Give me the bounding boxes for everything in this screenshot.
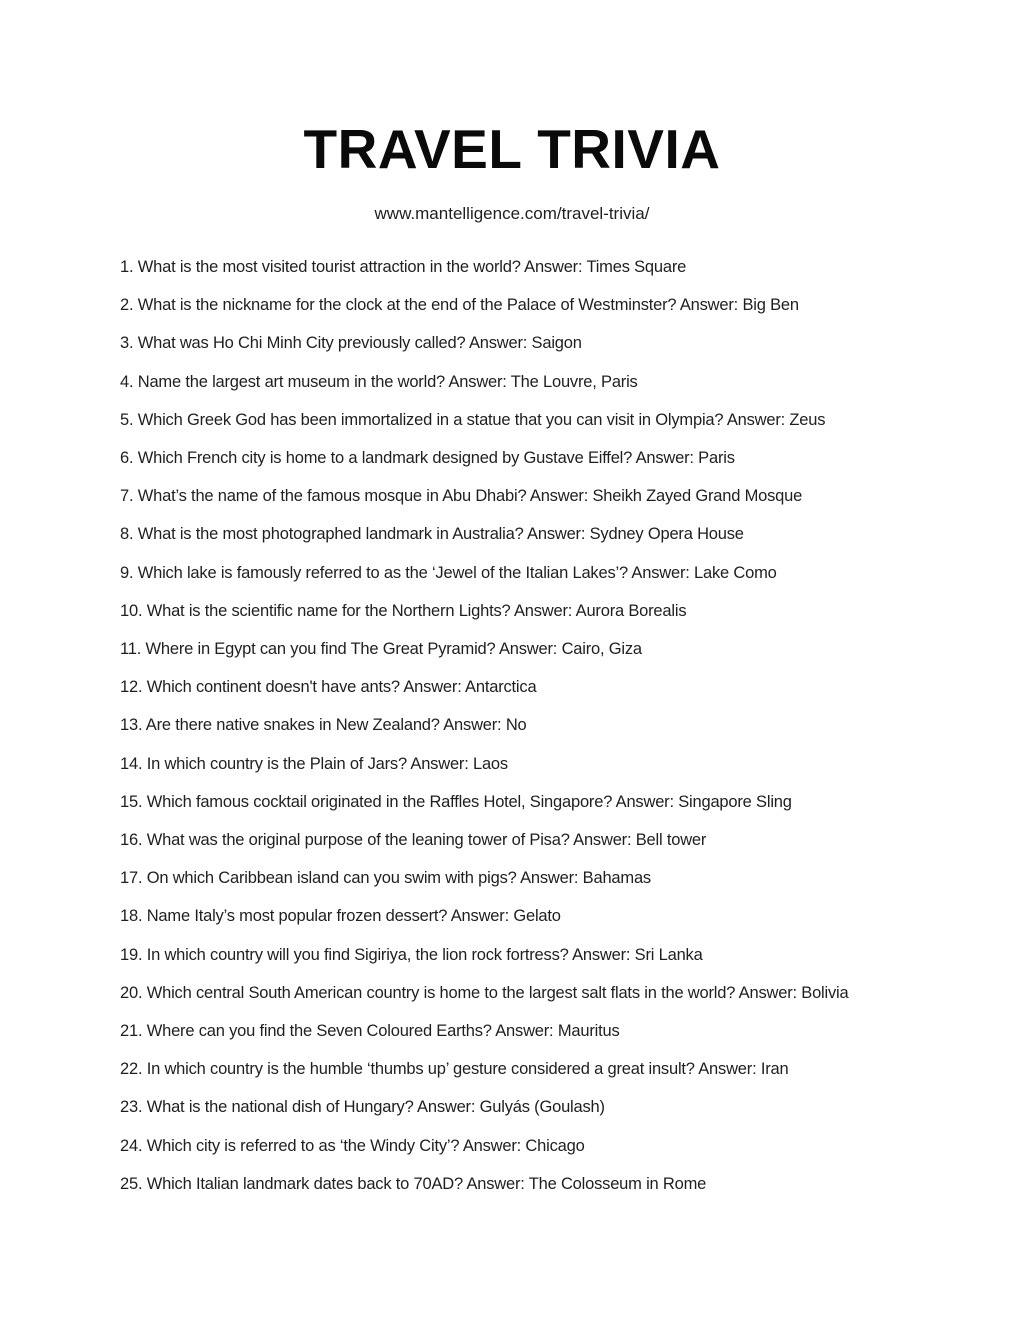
site-url: www.mantelligence.com/travel-trivia/ (374, 204, 650, 223)
trivia-item: 17. On which Caribbean island can you swim with pigs? Answer: Bahamas (120, 869, 651, 888)
trivia-item: 1. What is the most visited tourist attraction in the world? Answer: Times Square (120, 258, 687, 276)
trivia-item: 5. Which Greek God has been immortalized in a statue that you can visit in Olympia? Answer: Zeus (120, 410, 826, 429)
trivia-item: 14. In which country is the Plain of Jars? Answer: Laos (120, 754, 508, 773)
trivia-item: 4. Name the largest art museum in the world? Answer: The Louvre, Paris (120, 372, 638, 391)
trivia-item: 25. Which Italian landmark dates back to 70AD? Answer: The Colosseum in Rome (120, 1174, 707, 1193)
trivia-item: 10. What is the scientific name for the Northern Lights? Answer: Aurora Borealis (120, 601, 687, 620)
trivia-item: 16. What was the original purpose of the leaning tower of Pisa? Answer: Bell tower (120, 831, 707, 850)
trivia-item: 7. What’s the name of the famous mosque in Abu Dhabi? Answer: Sheikh Zayed Grand Mosque (120, 487, 803, 506)
trivia-item: 18. Name Italy’s most popular frozen dessert? Answer: Gelato (120, 907, 561, 926)
trivia-item: 6. Which French city is home to a landmark designed by Gustave Eiffel? Answer: Paris (120, 449, 735, 468)
trivia-item: 23. What is the national dish of Hungary? Answer: Gulyás (Goulash) (120, 1098, 605, 1117)
page-title: TRAVEL TRIVIA (303, 118, 721, 180)
trivia-item: 3. What was Ho Chi Minh City previously called? Answer: Saigon (120, 334, 582, 353)
trivia-item: 8. What is the most photographed landmark in Australia? Answer: Sydney Opera House (120, 525, 744, 544)
trivia-item: 15. Which famous cocktail originated in the Raffles Hotel, Singapore? Answer: Singapore Sling (120, 792, 792, 811)
trivia-item: 24. Which city is referred to as ‘the Windy City’? Answer: Chicago (120, 1136, 585, 1155)
trivia-list (120, 248, 1024, 1203)
trivia-item: 20. Which central South American country is home to the largest salt flats in the world? Answer: Bolivia (120, 983, 849, 1002)
trivia-item: 21. Where can you find the Seven Coloured Earths? Answer: Mauritus (120, 1022, 620, 1041)
trivia-item: 19. In which country will you find Sigiriya, the lion rock fortress? Answer: Sri Lanka (120, 945, 703, 964)
trivia-item: 2. What is the nickname for the clock at the end of the Palace of Westminster? Answer: Big Ben (120, 296, 799, 315)
trivia-item: 13. Are there native snakes in New Zealand? Answer: No (120, 716, 527, 735)
trivia-item: 22. In which country is the humble ‘thumbs up’ gesture considered a great insult? Answer: Iran (120, 1060, 789, 1079)
trivia-item: 9. Which lake is famously referred to as the ‘Jewel of the Italian Lakes’? Answer: Lake Como (120, 563, 777, 582)
trivia-item: 12. Which continent doesn't have ants? Answer: Antarctica (120, 678, 537, 697)
trivia-item: 11. Where in Egypt can you find The Great Pyramid? Answer: Cairo, Giza (120, 640, 642, 659)
